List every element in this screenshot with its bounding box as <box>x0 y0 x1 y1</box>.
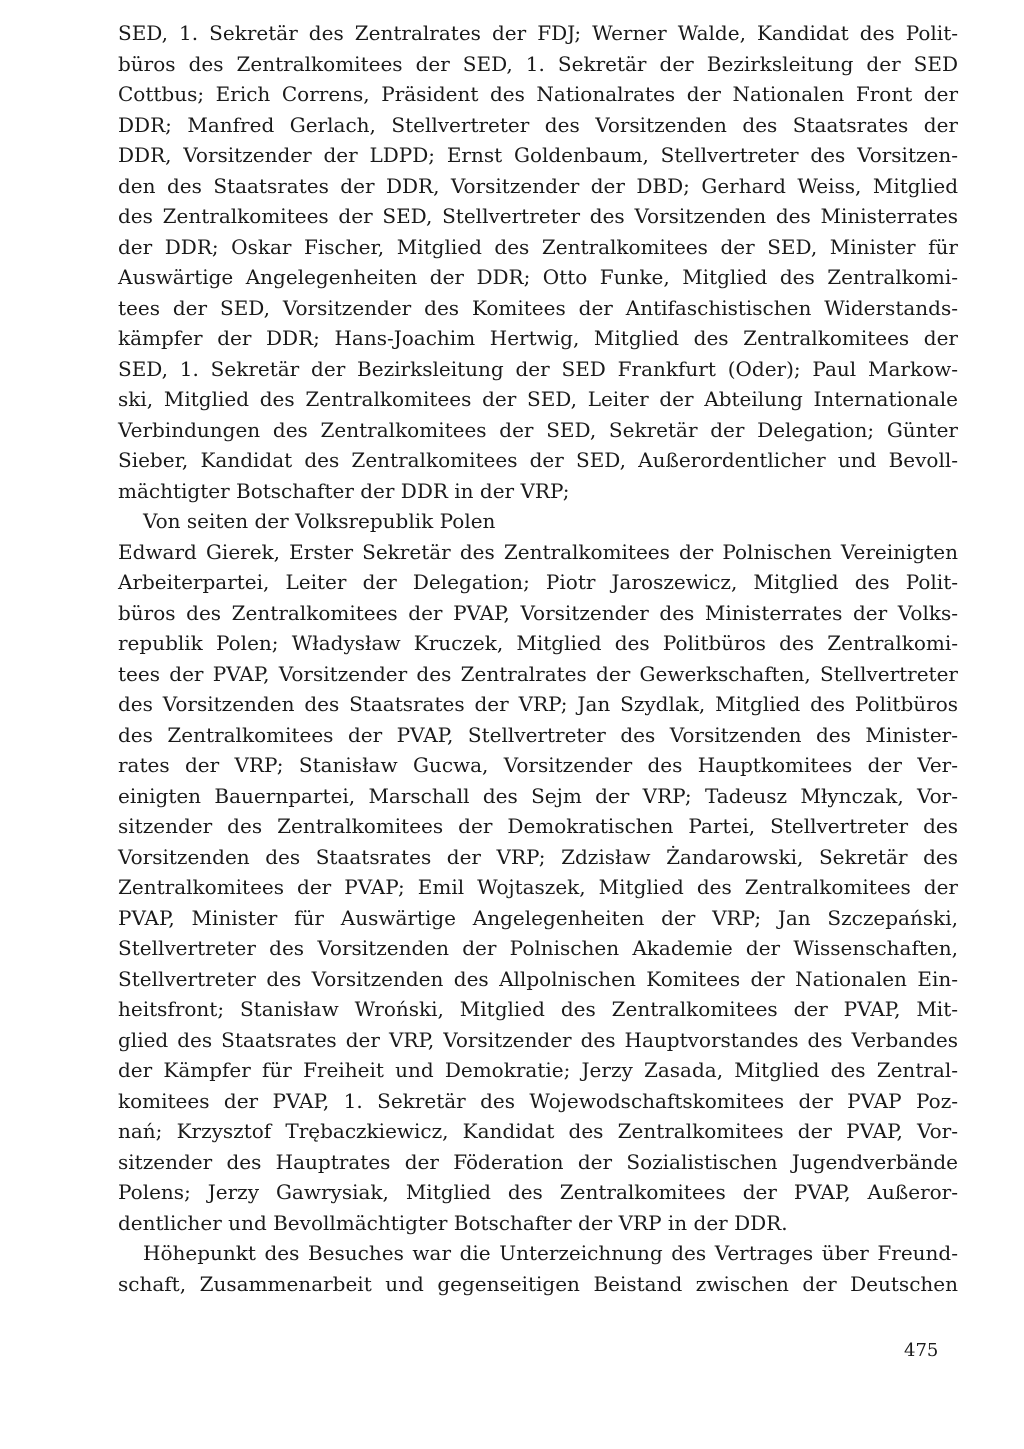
text-line: den des Staatsrates der DDR, Vorsitzender der DBD; Gerhard Weiss, Mitglied <box>118 173 958 198</box>
text-line: SED, 1. Sekretär des Zentralrates der FDJ; Werner Walde, Kandidat des Polit- <box>118 21 958 45</box>
text-line: einigten Bauernpartei, Marschall des Sejm der VRP; Tadeusz Młynczak, Vor- <box>118 783 958 808</box>
text-line: kämpfer der DDR; Hans-Joachim Hertwig, Mitglied des Zentralkomitees der <box>118 326 958 350</box>
text-line: Verbindungen des Zentralkomitees der SED, Sekretär der Delegation; Günter <box>118 417 958 442</box>
section-heading: Von seiten der Volksrepublik Polen <box>143 509 496 533</box>
text-line: sitzender des Zentralkomitees der Demokratischen Partei, Stellvertreter des <box>118 814 958 838</box>
text-line: Auswärtige Angelegenheiten der DDR; Otto Funke, Mitglied des Zentralkomi- <box>118 265 958 289</box>
text-line: des Zentralkomitees der SED, Stellvertreter des Vorsitzenden des Ministerrates <box>118 204 958 228</box>
document-page <box>118 18 958 1299</box>
text-line: Cottbus; Erich Correns, Präsident des Nationalrates der Nationalen Front der <box>118 82 958 106</box>
text-line: sitzender des Hauptrates der Föderation der Sozialistischen Jugendverbände <box>118 1149 958 1174</box>
text-line: tees der PVAP, Vorsitzender des Zentralrates der Gewerkschaften, Stellvertreter <box>118 661 958 686</box>
text-line: dentlicher und Bevollmächtigter Botschafter der VRP in der DDR. <box>118 1210 788 1235</box>
text-line: Edward Gierek, Erster Sekretär des Zentralkomitees der Polnischen Vereinigten <box>118 539 958 564</box>
text-line: der Kämpfer für Freiheit und Demokratie; Jerzy Zasada, Mitglied des Zentral- <box>118 1058 958 1082</box>
page-number: 475 <box>904 1340 939 1361</box>
text-line: schaft, Zusammenarbeit und gegenseitigen Beistand zwischen der Deutschen <box>118 1271 958 1296</box>
text-line: Sieber, Kandidat des Zentralkomitees der SED, Außerordentlicher und Bevoll- <box>118 448 958 472</box>
text-line: des Vorsitzenden des Staatsrates der VRP; Jan Szydlak, Mitglied des Politbüros <box>118 692 958 716</box>
text-line: SED, 1. Sekretär der Bezirksleitung der SED Frankfurt (Oder); Paul Markow- <box>118 356 958 381</box>
text-line: Vorsitzenden des Staatsrates der VRP; Zdzisław Żandarowski, Sekretär des <box>118 844 958 869</box>
text-line: tees der SED, Vorsitzender des Komitees der Antifaschistischen Widerstands- <box>118 295 958 320</box>
text-line: DDR, Vorsitzender der LDPD; Ernst Goldenbaum, Stellvertreter des Vorsitzen- <box>118 143 958 167</box>
text-line: Stellvertreter des Vorsitzenden des Allpolnischen Komitees der Nationalen Ein- <box>118 966 958 991</box>
text-line: des Zentralkomitees der PVAP, Stellvertreter des Vorsitzenden des Minister- <box>118 722 958 747</box>
text-line: komitees der PVAP, 1. Sekretär des Wojewodschaftskomitees der PVAP Poz- <box>118 1088 958 1113</box>
text-line: PVAP, Minister für Auswärtige Angelegenheiten der VRP; Jan Szczepański, <box>118 905 958 930</box>
text-line: DDR; Manfred Gerlach, Stellvertreter des Vorsitzenden des Staatsrates der <box>118 112 958 137</box>
text-line: büros des Zentralkomitees der SED, 1. Sekretär der Bezirksleitung der SED <box>118 51 958 76</box>
text-line: Zentralkomitees der PVAP; Emil Wojtaszek, Mitglied des Zentralkomitees der <box>118 875 958 899</box>
text-line: Polens; Jerzy Gawrysiak, Mitglied des Zentralkomitees der PVAP, Außeror- <box>118 1180 958 1204</box>
text-line: glied des Staatsrates der VRP, Vorsitzender des Hauptvorstandes des Verbandes <box>118 1027 958 1052</box>
text-line: nań; Krzysztof Trębaczkiewicz, Kandidat des Zentralkomitees der PVAP, Vor- <box>118 1119 958 1143</box>
text-line: heitsfront; Stanisław Wroński, Mitglied des Zentralkomitees der PVAP, Mit- <box>118 997 958 1021</box>
text-line: Höhepunkt des Besuches war die Unterzeichnung des Vertrages über Freund- <box>143 1241 958 1265</box>
text-line: der DDR; Oskar Fischer, Mitglied des Zentralkomitees der SED, Minister für <box>118 234 958 259</box>
text-line: rates der VRP; Stanisław Gucwa, Vorsitzender des Hauptkomitees der Ver- <box>118 753 958 777</box>
text-line: Arbeiterpartei, Leiter der Delegation; Piotr Jaroszewicz, Mitglied des Polit- <box>118 570 958 594</box>
text-line: mächtigter Botschafter der DDR in der VRP; <box>118 478 570 503</box>
text-line: büros des Zentralkomitees der PVAP, Vorsitzender des Ministerrates der Volks- <box>118 600 958 625</box>
text-line: ski, Mitglied des Zentralkomitees der SED, Leiter der Abteilung Internationale <box>118 387 958 411</box>
text-line: republik Polen; Władysław Kruczek, Mitglied des Politbüros des Zentralkomi- <box>118 631 958 655</box>
text-line: Stellvertreter des Vorsitzenden der Polnischen Akademie der Wissenschaften, <box>118 936 958 960</box>
